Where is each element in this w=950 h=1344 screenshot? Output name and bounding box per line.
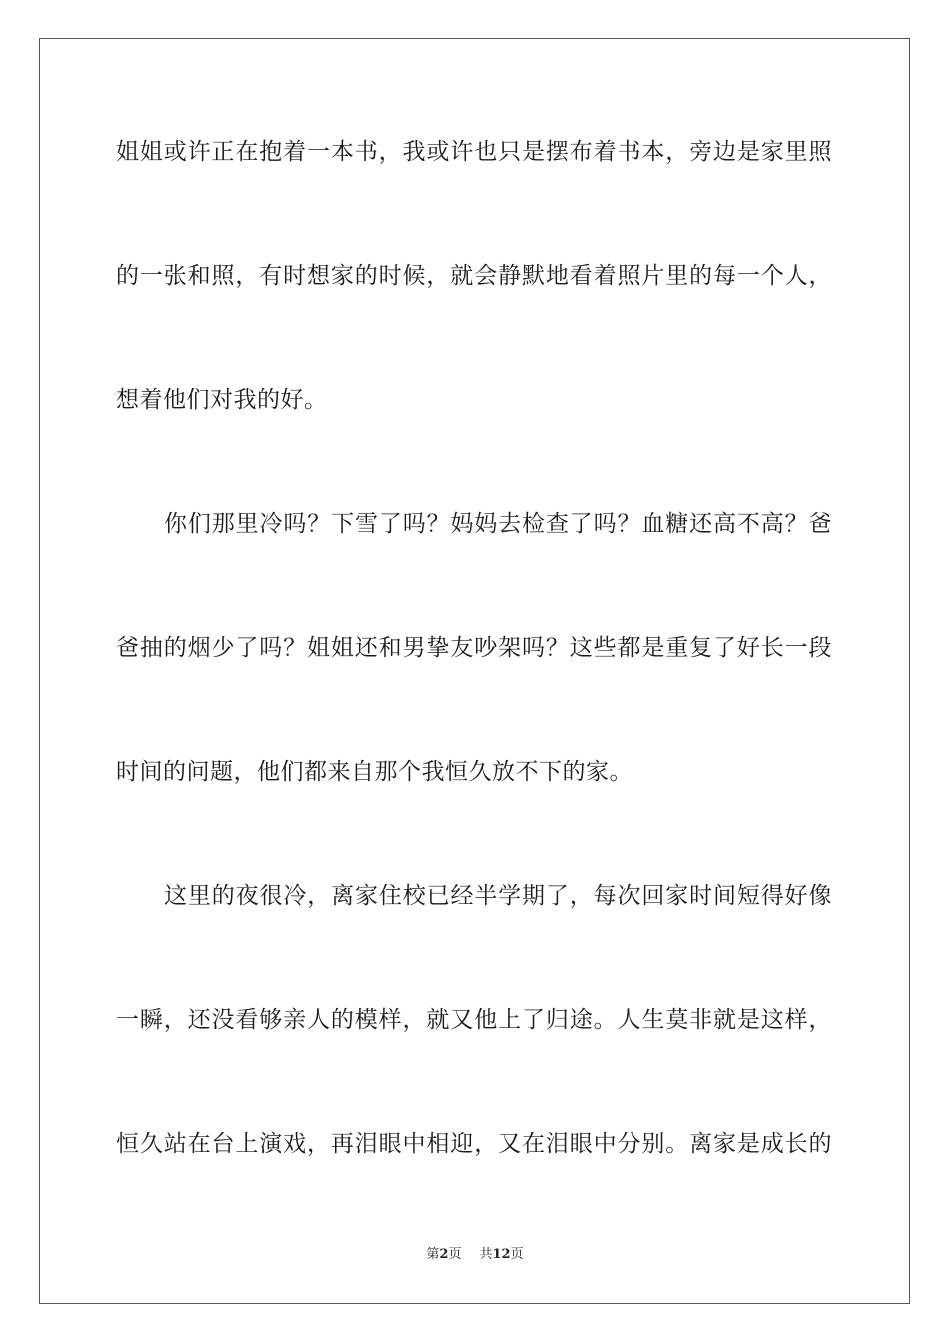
text-line-3: 想着他们对我的好。: [116, 387, 328, 413]
total-prefix: 共: [479, 1247, 493, 1262]
text-line-1: 姐姐或许正在抱着一本书，我或许也只是摆布着书本，旁边是家里照: [116, 139, 832, 165]
text-line-4: 你们那里冷吗？下雪了吗？妈妈去检查了吗？血糖还高不高？爸: [164, 511, 832, 537]
page-prefix: 第: [426, 1247, 440, 1262]
page-border: [39, 38, 910, 1304]
text-line-6: 时间的问题，他们都来自那个我恒久放不下的家。: [116, 759, 633, 785]
page-total: 12: [492, 1247, 511, 1262]
text-line-2: 的一张和照，有时想家的时候，就会静默地看着照片里的每一个人，: [116, 263, 832, 289]
page-current: 2: [439, 1247, 449, 1262]
page-suffix: 页: [448, 1247, 462, 1262]
text-line-5: 爸抽的烟少了吗？姐姐还和男挚友吵架吗？这些都是重复了好长一段: [116, 635, 832, 661]
text-line-7: 这里的夜很冷，离家住校已经半学期了，每次回家时间短得好像: [164, 883, 832, 909]
total-suffix: 页: [510, 1247, 524, 1262]
page-footer: [0, 1246, 950, 1264]
text-line-9: 恒久站在台上演戏，再泪眼中相迎，又在泪眼中分别。离家是成长的: [116, 1131, 832, 1157]
text-line-8: 一瞬，还没看够亲人的模样，就又他上了归途。人生莫非就是这样，: [116, 1007, 832, 1033]
